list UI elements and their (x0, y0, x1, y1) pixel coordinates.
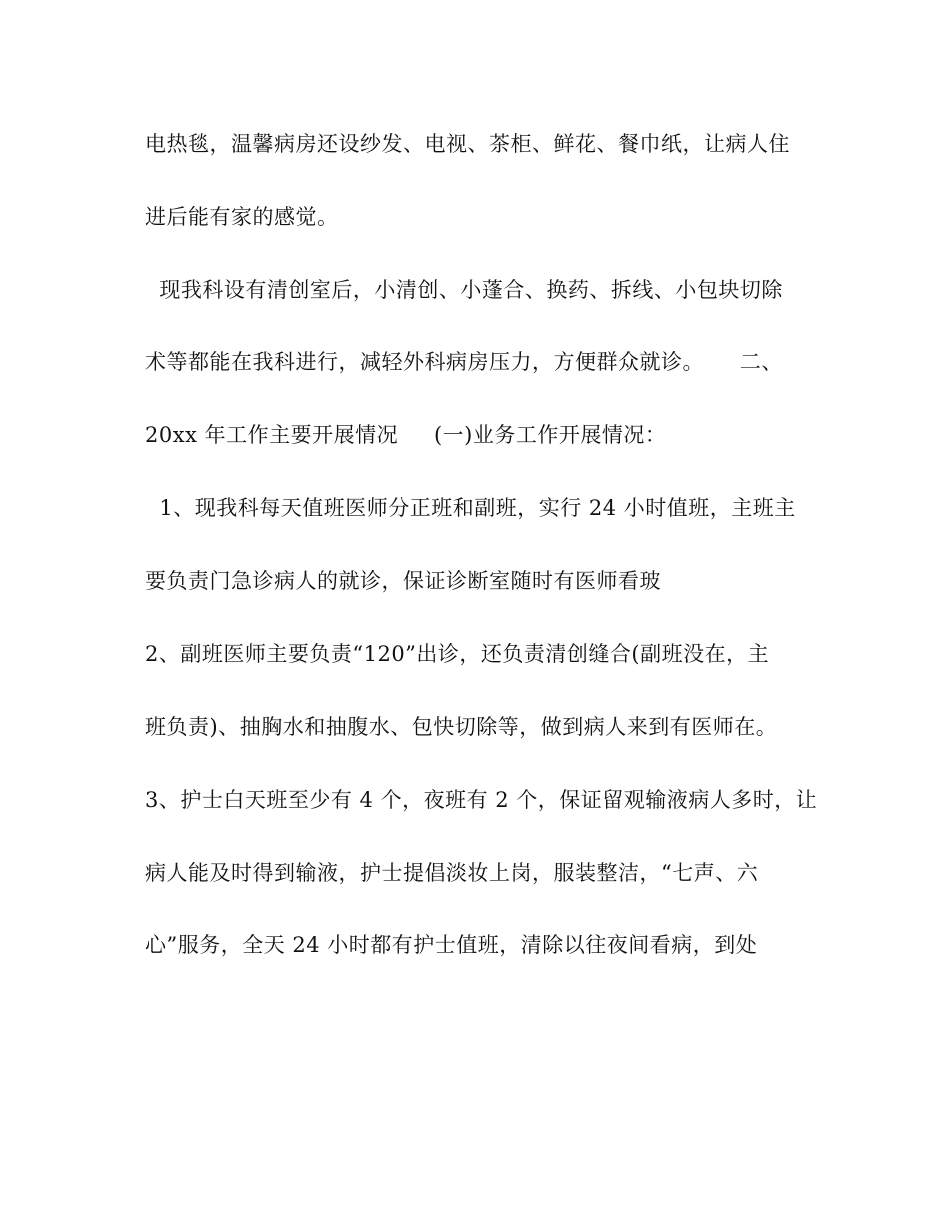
text-line-11: 病人能及时得到输液，护士提倡淡妆上岗，服装整洁，“七声、六 (145, 861, 759, 885)
text-line-9: 班负责)、抽胸水和抽腹水、包快切除等，做到病人来到有医师在。 (145, 715, 778, 739)
text-line-4: 术等都能在我科进行，减轻外科病房压力，方便群众就诊。 二、 (145, 350, 783, 374)
text-line-8: 2、副班医师主要负责“120”出诊，还负责清创缝合(副班没在，主 (145, 642, 770, 666)
text-line-12: 心”服务，全天 24 小时都有护士值班，清除以往夜间看病，到处 (145, 933, 758, 957)
text-line-2: 进后能有家的感觉。 (145, 205, 339, 229)
text-line-7: 要负责门急诊病人的就诊，保证诊断室随时有医师看玻 (145, 569, 661, 593)
text-line-1: 电热毯，温馨病房还设纱发、电视、茶柜、鲜花、餐巾纸，让病人住 (145, 132, 790, 156)
text-line-10: 3、护士白天班至少有 4 个，夜班有 2 个，保证留观输液病人多时，让 (145, 788, 818, 812)
text-line-3: 现我科设有清创室后，小清创、小蓬合、换药、拆线、小包块切除 (145, 278, 783, 302)
text-line-6: 1、现我科每天值班医师分正班和副班，实行 24 小时值班，主班主 (145, 496, 796, 520)
text-line-5: 20xx 年工作主要开展情况 (一)业务工作开展情况： (145, 423, 667, 447)
